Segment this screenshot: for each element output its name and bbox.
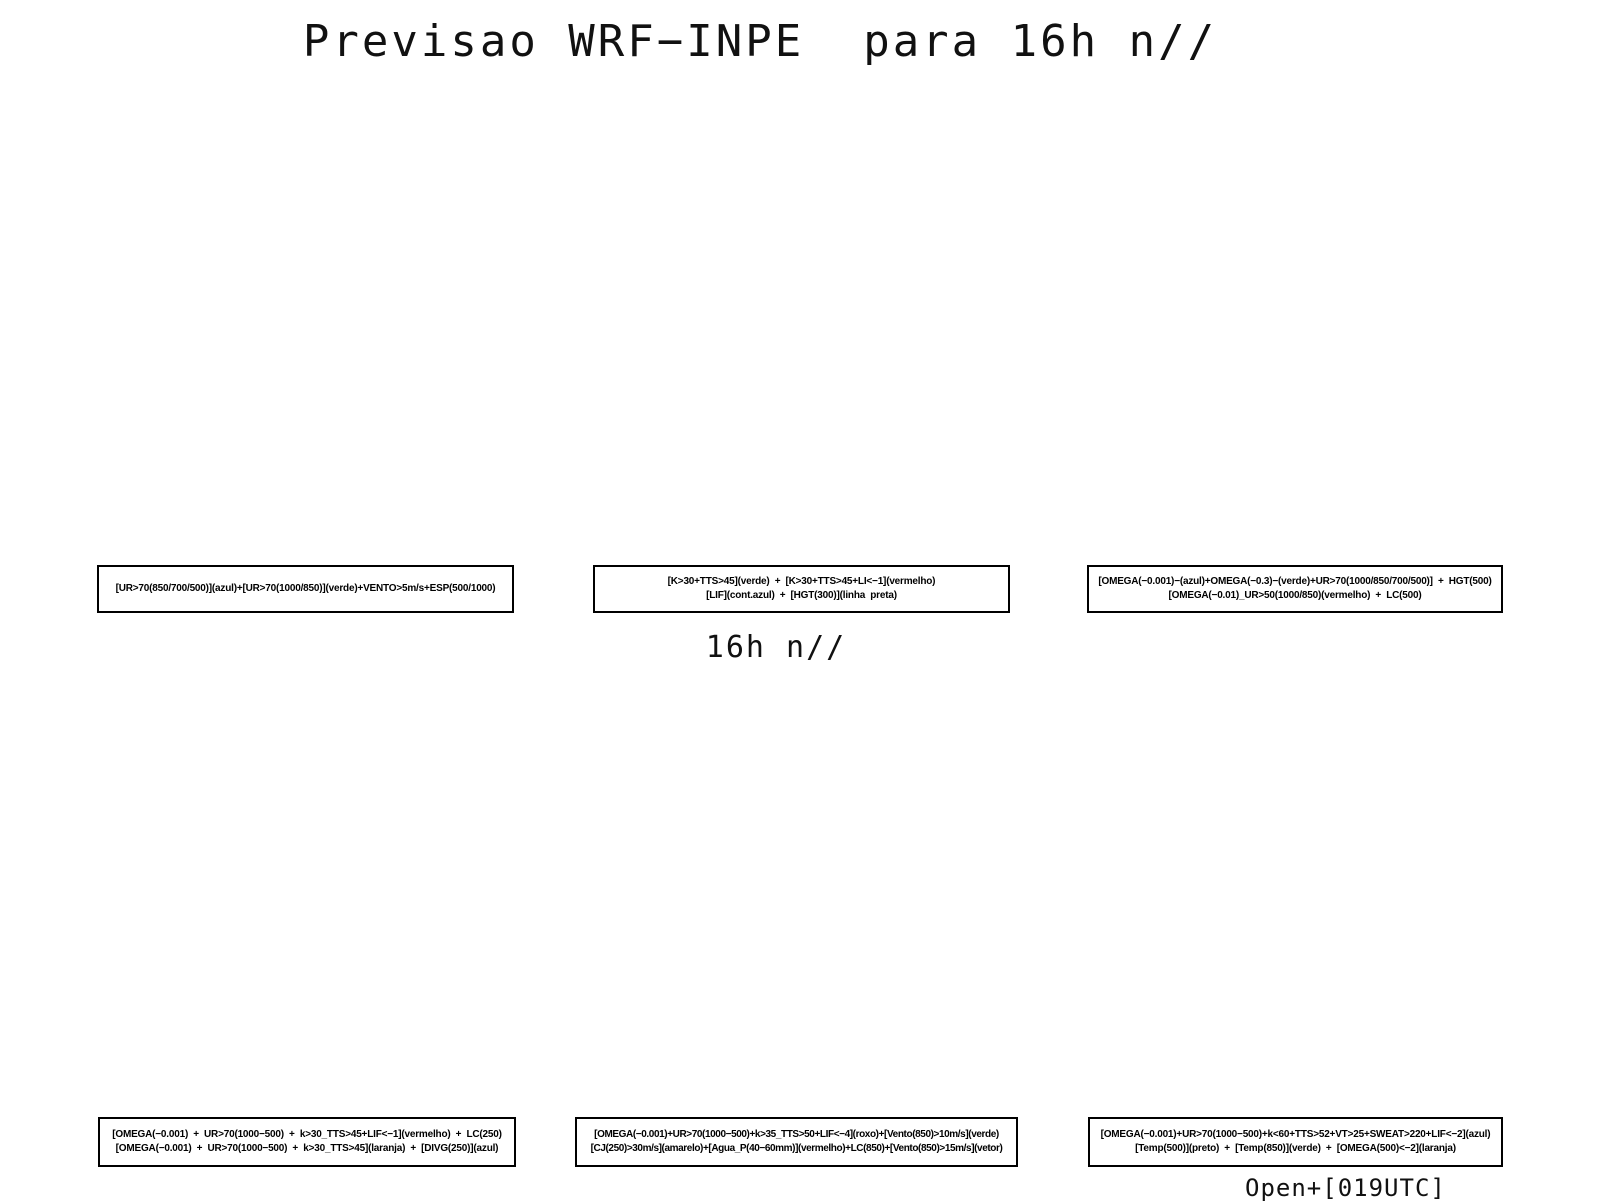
legend-line: [OMEGA(−0.001) + UR>70(1000−500) + k>30_TTS>45](laranja) + [DIVG(250)](azul) (115, 1143, 499, 1154)
legend-line: [K>30+TTS>45](verde) + [K>30+TTS>45+LI<−1](vermelho) (667, 576, 936, 587)
legend-box-top-center (593, 565, 1010, 613)
footer-open-utc-label: Open+[019UTC] (1245, 1174, 1446, 1202)
legend-line: [LIF](cont.azul) + [HGT(300)](linha preta) (706, 590, 897, 601)
legend-box-top-right (1087, 565, 1503, 613)
legend-box-bottom-left (98, 1117, 516, 1167)
legend-box-top-left (97, 565, 514, 613)
page-title: Previsao WRF−INPE para 16h n// (302, 16, 1218, 67)
legend-line: [OMEGA(−0.001)+UR>70(1000−500)+k<60+TTS>52+VT>25+SWEAT>220+LIF<−2](azul) (1100, 1129, 1491, 1140)
legend-line: [OMEGA(−0.001) + UR>70(1000−500) + k>30_TTS>45+LIF<−1](vermelho) + LC(250) (112, 1129, 502, 1140)
legend-line: [OMEGA(−0.01)_UR>50(1000/850)(vermelho) + LC(500) (1168, 590, 1422, 601)
legend-box-bottom-center (575, 1117, 1018, 1167)
legend-box-bottom-right (1088, 1117, 1503, 1167)
legend-line: [UR>70(850/700/500)](azul)+[UR>70(1000/850)](verde)+VENTO>5m/s+ESP(500/1000) (115, 583, 496, 594)
legend-line: [OMEGA(−0.001)+UR>70(1000−500)+k>35_TTS>50+LIF<−4](roxo)+[Vento(850)>10m/s](verde) (594, 1129, 999, 1140)
center-time-label: 16h n// (705, 630, 847, 665)
legend-line: [Temp(500)](preto) + [Temp(850)](verde) + [OMEGA(500)<−2](laranja) (1135, 1143, 1456, 1154)
legend-line: [CJ(250)>30m/s](amarelo)+[Agua_P(40−60mm)](vermelho)+LC(850)+[Vento(850)>15m/s](vetor) (590, 1143, 1003, 1154)
legend-line: [OMEGA(−0.001)−(azul)+OMEGA(−0.3)−(verde)+UR>70(1000/850/700/500)] + HGT(500) (1098, 576, 1492, 587)
